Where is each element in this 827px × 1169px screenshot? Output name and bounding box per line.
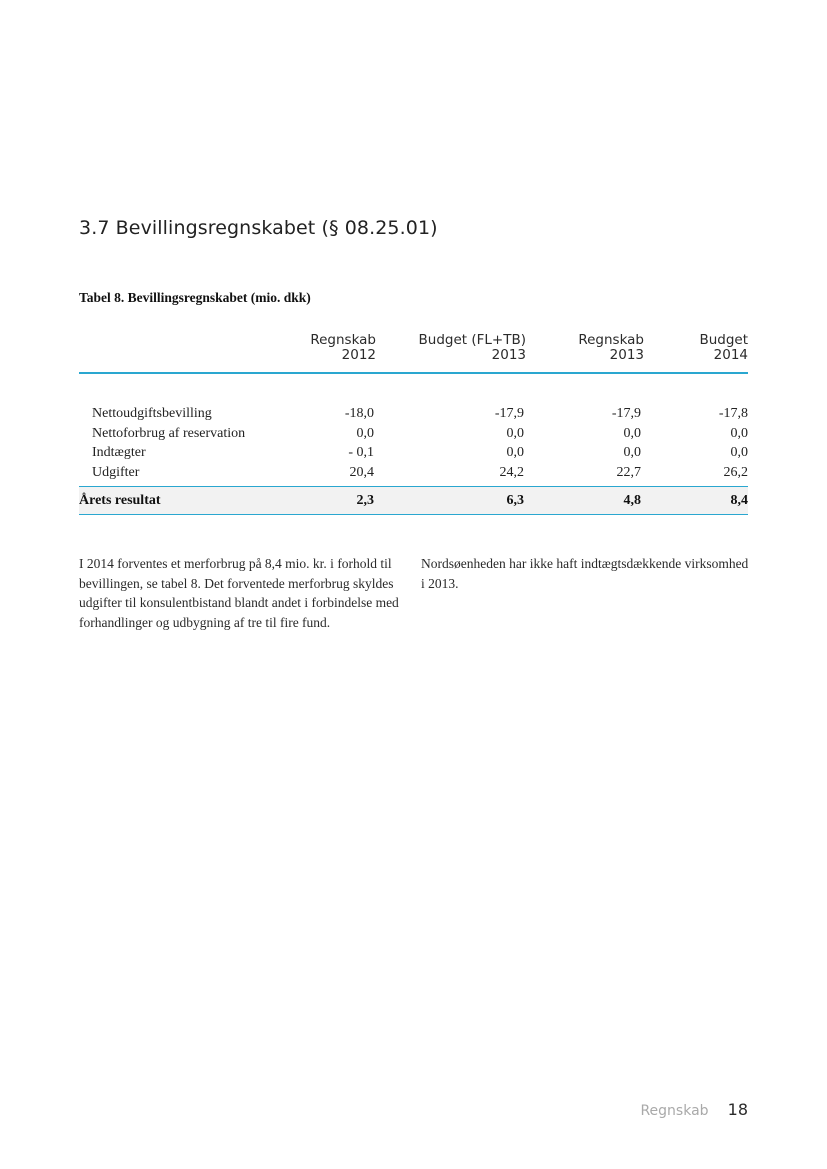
cell-value: -18,0	[344, 406, 374, 421]
table-row	[79, 443, 748, 463]
cell-value: 22,7	[616, 464, 641, 480]
cell-value: 0,0	[356, 425, 374, 441]
cell-value: -17,8	[718, 406, 748, 421]
row-label: Nettoforbrug af reservation	[92, 425, 246, 441]
table-row	[79, 463, 748, 483]
cell-value: 20,4	[349, 464, 374, 480]
table-header	[79, 330, 748, 374]
column-header-budget-2014: Budget 2014	[699, 332, 748, 363]
column-header-budget-2013: Budget (FL+TB) 2013	[418, 332, 526, 363]
row-label: Indtægter	[92, 445, 146, 460]
table-body	[79, 374, 748, 482]
table-row	[79, 404, 748, 424]
cell-value: 0,0	[730, 425, 748, 441]
cell-value: -17,9	[494, 406, 524, 421]
total-value: 6,3	[506, 493, 524, 508]
row-label: Udgifter	[92, 464, 140, 480]
cell-value: -17,9	[611, 406, 641, 421]
cell-value: - 0,1	[348, 445, 374, 460]
cell-value: 0,0	[506, 425, 524, 441]
cell-value: 0,0	[730, 445, 748, 460]
appropriation-table	[79, 330, 748, 515]
cell-value: 0,0	[623, 445, 641, 460]
page-number: 18	[727, 1100, 748, 1119]
total-value: 2,3	[356, 493, 374, 508]
row-label: Nettoudgiftsbevilling	[92, 406, 212, 421]
footer-section-label: Regnskab	[640, 1103, 709, 1119]
total-row	[79, 486, 748, 515]
section-heading: 3.7 Bevillingsregnskabet (§ 08.25.01)	[79, 217, 438, 239]
body-paragraph-right: Nordsøenheden har ikke haft indtægtsdækkende virksomhed i 2013.	[421, 556, 749, 591]
column-header-regnskab-2012: Regnskab 2012	[310, 332, 376, 363]
table-caption: Tabel 8. Bevillingsregnskabet (mio. dkk)	[79, 290, 311, 305]
total-label: Årets resultat	[79, 493, 161, 508]
page-footer	[640, 1100, 748, 1119]
cell-value: 26,2	[723, 464, 748, 480]
cell-value: 0,0	[506, 445, 524, 460]
total-value: 8,4	[730, 493, 748, 508]
column-header-regnskab-2013: Regnskab 2013	[578, 332, 644, 363]
body-paragraph-left: I 2014 forventes et merforbrug på 8,4 mio. kr. i forhold til bevillingen, se tabel 8. Det forventede merforbrug skyldes udgifter til konsulentbistand blandt andet i forbindelse med forhandlinger og udbygning af tre til fire fund.	[79, 556, 399, 630]
cell-value: 0,0	[623, 425, 641, 441]
cell-value: 24,2	[499, 464, 524, 480]
table-row	[79, 424, 748, 444]
total-value: 4,8	[623, 493, 641, 508]
